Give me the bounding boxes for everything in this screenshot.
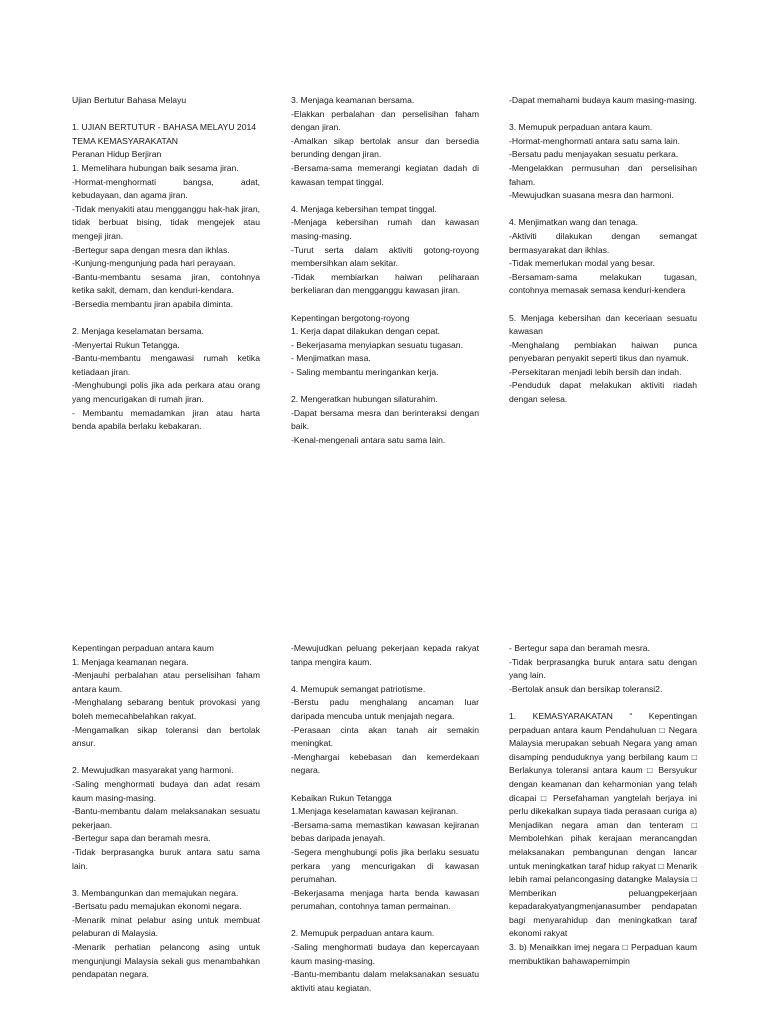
text-line: Kebaikan Rukun Tetangga — [291, 792, 392, 803]
paragraph-gap — [72, 108, 260, 122]
text-line: -Persekitaran menjadi lebih bersih dan indah. — [509, 366, 682, 377]
paragraph-gap — [291, 379, 479, 393]
text-line: 2. Mewujudkan masyarakat yang harmoni. — [72, 765, 234, 776]
text-line: 2. Mengeratkan hubungan silaturahim. — [291, 394, 438, 405]
text-line: -Bertegur sapa dengan mesra dan ikhlas. — [72, 244, 230, 255]
text-line: -Bersama-sama memerangi kegiatan dadah di kawasan tempat tinggal. — [291, 162, 479, 187]
paragraph-gap — [509, 203, 697, 217]
text-line: -Bekerjasama menjaga harta benda kawasan perumahan, contohnya taman permainan. — [291, 887, 479, 912]
paragraph-gap — [509, 108, 697, 122]
text-line: 1. Memelihara hubungan baik sesama jiran. — [72, 162, 239, 173]
text-line: -Mewujudkan suasana mesra dan harmoni. — [509, 190, 674, 201]
text-line: -Menjauhi perbalahan atau perselisihan faham antara kaum. — [72, 670, 260, 694]
paragraph-gap — [291, 914, 479, 928]
column-left — [72, 642, 260, 982]
text-line: TEMA KEMASYARAKATAN — [72, 135, 179, 146]
paragraph-gap — [72, 873, 260, 887]
text-line: -Bersamam-sama melakukan tugasan, contohnya memasak semasa kenduri-kendera — [509, 271, 697, 296]
text-line: -Bersedia membantu jiran apabila diminta. — [72, 298, 233, 309]
text-line: Kepentingan bergotong-royong — [291, 312, 410, 323]
text-line: -Segera menghubungi polis jika berlaku sesuatu perkara yang mencurigakan di kawasan perumahan. — [291, 846, 479, 885]
paragraph-gap — [291, 298, 479, 312]
text-line: -Dapat memahami budaya kaum masing-masing. — [509, 95, 697, 105]
text-line: -Penduduk dapat melakukan aktiviti riadah dengan selesa. — [509, 380, 697, 405]
text-line: -Tidak berprasangka buruk antara satu dengan yang lain. — [509, 656, 697, 681]
text-line: 3. Menjaga keamanan bersama. — [291, 95, 415, 105]
text-line: -Bertolak ansuk dan bersikap toleransi2. — [509, 683, 663, 694]
text-line: -Bantu-membantu dalam melaksanakan sesuatu aktiviti atau kegiatan. — [291, 969, 479, 993]
text-line: -Menarik minat pelabur asing untuk membuat pelaburan di Malaysia. — [72, 914, 260, 939]
text-line: -Amalkan sikap bertolak ansur dan bersedia berunding dengan jiran. — [291, 135, 479, 160]
text-line: -Hormat-menghormati bangsa, adat, kebudayaan, dan agama jiran. — [72, 176, 260, 201]
text-line: -Tidak membiarkan haiwan peliharaan berkeliaran dan mengganggu kawasan jiran. — [291, 271, 479, 296]
paragraph-gap — [291, 669, 479, 683]
text-line: 2. Menjaga keselamatan bersama. — [72, 326, 204, 337]
text-line: 1. UJIAN BERTUTUR - BAHASA MELAYU 2014 — [72, 122, 257, 133]
text-line: Ujian Bertutur Bahasa Melayu — [72, 95, 187, 105]
text-line: - Saling membantu meringankan kerja. — [291, 366, 439, 377]
text-line: -Menghargai kebebasan dan kemerdekaan negara. — [291, 751, 479, 776]
text-line: -Perasaan cinta akan tanah air semakin meningkat. — [291, 724, 479, 749]
text-line: 1. Kerja dapat dilakukan dengan cepat. — [291, 326, 441, 337]
text-line: -Tidak menyakiti atau mengganggu hak-hak jiran, tidak berbuat bising, tidak mengejek atau mengeji jiran. — [72, 203, 260, 241]
column-middle — [291, 94, 479, 447]
text-line: - Bertegur sapa dan beramah mesra. — [509, 643, 650, 653]
text-line: -Aktiviti dilakukan dengan semangat bermasyarakat dan ikhlas. — [509, 230, 697, 255]
text-line: -Menghalang pembiakan haiwan punca penyebaran penyakit seperti tikus dan nyamuk. — [509, 339, 697, 364]
paragraph-gap — [72, 751, 260, 765]
text-line: -Bantu-membantu dalam melaksanakan sesuatu pekerjaan. — [72, 806, 260, 830]
text-line: -Menyertai Rukun Tetangga. — [72, 339, 180, 350]
paragraph-gap — [291, 189, 479, 203]
text-line: 1.Menjaga keselamatan kawasan kejiranan. — [291, 806, 459, 817]
text-line: -Berstu padu menghalang ancaman luar daripada mencuba untuk menjajah negara. — [291, 697, 479, 721]
text-line: 3. Membangunkan dan memajukan negara. — [72, 887, 239, 898]
text-line: -Menghubungi polis jika ada perkara atau orang yang mencurigakan di rumah jiran. — [72, 380, 260, 405]
document-page-bottom — [0, 512, 768, 1024]
text-line: -Bersama-sama memastikan kawasan kejiranan bebas daripada jenayah. — [291, 819, 479, 844]
text-line: -Tidak memerlukan modal yang besar. — [509, 258, 655, 269]
text-line: 4. Menjimatkan wang dan tenaga. — [509, 217, 638, 228]
paragraph-gap — [509, 696, 697, 710]
text-line: - Membantu memadamkan jiran atau harta benda apabila berlaku kebakaran. — [72, 407, 260, 432]
text-line: 1. KEMASYARAKATAN “ Kepentingan perpaduan antara kaum Pendahuluan □ Negara Malaysia merupakan sebuah Negara yang aman disamping penduduknya yang berbilang kaum □ Berlakunya toleransi antara kaum □ Bersyukur dengan keamanan dan keharmonian yang telah dicapai □ Persefahaman yangtelah berjaya ini perlu dikekalkan supaya tiada perasaan curiga a) Menjadikan negara aman dan tenteram □ Membolehkan pihak kerajaan merancangdan melaksanakan pembangunan dengan lancar untuk meningkatkan taraf hidup rakyat □ Menarik lebih ramai pelancongasing datangke Malaysia □ Memberikan peluangpekerjaan kepadarakyatyangmenjanasumber pendapatan bagi menyarahidup dan meningkatkan taraf ekonomi rakyat — [509, 710, 697, 939]
paragraph-gap — [509, 298, 697, 312]
text-line: -Elakkan perbalahan dan perselisihan faham dengan jiran. — [291, 108, 479, 133]
text-line: -Bertsatu padu memajukan ekonomi negara. — [72, 901, 242, 912]
text-line: - Bekerjasama menyiapkan sesuatu tugasan. — [291, 339, 463, 350]
text-line: 5. Menjaga kebersihan dan keceriaan sesuatu kawasan — [509, 312, 697, 337]
text-line: -Bersatu padu menjayakan sesuatu perkara. — [509, 149, 679, 160]
text-line: -Saling menghormati budaya dan kepercayaan kaum masing-masing. — [291, 942, 479, 966]
text-line: -Menarik perhatian pelancong asing untuk mengunjungi Malaysia sekali gus menambahkan pendapatan negara. — [72, 942, 260, 980]
text-line: -Kenal-mengenali antara satu sama lain. — [291, 434, 446, 445]
text-line: -Hormat-menghormati antara satu sama lain. — [509, 135, 680, 146]
column-right — [509, 94, 697, 407]
text-line: 3. Memupuk perpaduan antara kaum. — [509, 122, 653, 133]
column-right — [509, 642, 697, 968]
paragraph-gap — [291, 778, 479, 792]
text-line: -Menghalang sebarang bentuk provokasi yang boleh memecahbelahkan rakyat. — [72, 697, 260, 721]
text-line: -Mewujudkan peluang pekerjaan kepada rakyat tanpa mengira kaum. — [291, 643, 479, 667]
column-left — [72, 94, 260, 434]
text-line: -Menjaga kebersihan rumah dan kawasan masing-masing. — [291, 217, 479, 241]
text-line: -Mengelakkan permusuhan dan perselisihan faham. — [509, 162, 697, 187]
text-line: 1. Menjaga keamanan negara. — [72, 656, 189, 667]
column-middle — [291, 642, 479, 995]
text-line: -Dapat bersama mesra dan berinteraksi dengan baik. — [291, 407, 479, 432]
text-line: 4. Menjaga kebersihan tempat tinggal. — [291, 203, 437, 214]
text-line: -Mengamalkan sikap toleransi dan bertolak ansur. — [72, 724, 260, 749]
paragraph-gap — [72, 312, 260, 326]
text-line: - Menjimatkan masa. — [291, 353, 371, 364]
text-line: -Kunjung-mengunjung pada hari perayaan. — [72, 258, 236, 269]
text-line: -Bertegur sapa dan beramah mesra. — [72, 833, 211, 844]
text-line: Peranan Hidup Berjiran — [72, 149, 162, 160]
text-line: 3. b) Menaikkan imej negara □ Perpaduan kaum membuktikan bahawapemimpin — [509, 942, 697, 966]
text-line: 2. Memupuk perpaduan antara kaum. — [291, 928, 435, 939]
text-line: 4. Memupuk semangat patriotisme. — [291, 683, 426, 694]
text-line: Kepentingan perpaduan antara kaum — [72, 643, 214, 653]
text-line: -Bantu-membantu mengawasi rumah ketika ketiadaan jiran. — [72, 353, 260, 377]
text-line: -Bantu-membantu sesama jiran, contohnya ketika sakit, demam, dan kenduri-kendara. — [72, 271, 260, 296]
text-line: -Tidak berprasangka buruk antara satu sama lain. — [72, 846, 260, 871]
text-line: -Turut serta dalam aktiviti gotong-royong membersihkan alam sekitar. — [291, 244, 479, 269]
text-line: -Saling menghormati budaya dan adat resam kaum masing-masing. — [72, 778, 260, 803]
